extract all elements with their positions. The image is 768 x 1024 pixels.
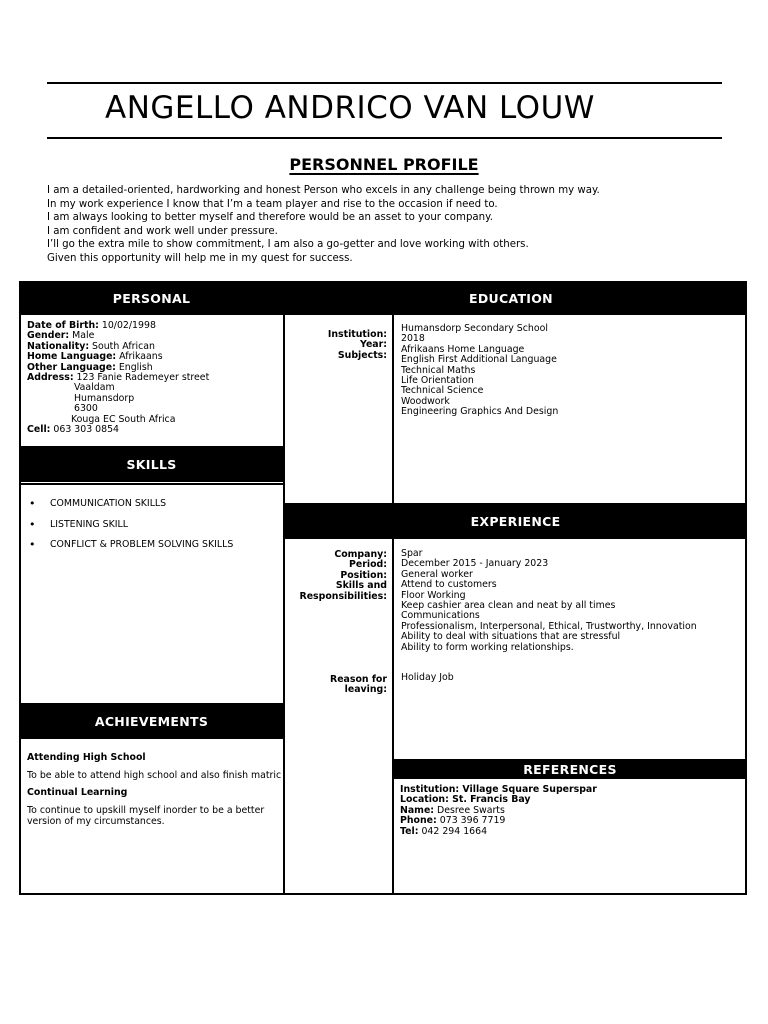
position-label: Position: — [340, 569, 387, 581]
responsibility-item: Communications — [401, 610, 480, 622]
reason-value: Holiday Job — [401, 672, 454, 683]
company-label: Company: — [334, 549, 387, 560]
dob-row: Date of Birth: 10/02/1998 — [27, 320, 156, 331]
subject-item: Woodwork — [401, 395, 450, 407]
achievements-list — [27, 752, 282, 827]
profile-line: I am confident and work well under pressure. — [47, 225, 278, 237]
subjects-label: Subjects: — [337, 349, 387, 361]
achievements-section-header: ACHIEVEMENTS — [19, 703, 284, 739]
period-value: December 2015 - January 2023 — [401, 558, 549, 570]
profile-line: I’ll go the extra mile to show commitment, I am also a go-getter and love working with others. — [47, 239, 529, 251]
experience-values — [401, 549, 743, 653]
responsibility-item: Floor Working — [401, 589, 466, 601]
ref-name-row: Name: Desree Swarts — [400, 804, 505, 816]
skill-item: • COMMUNICATION SKILLS — [27, 498, 282, 519]
gender-row: Gender: Male — [27, 330, 95, 342]
right-column-divider — [392, 281, 394, 895]
personal-section-header: PERSONAL — [19, 281, 284, 315]
responsibility-item: Ability to form working relationships. — [401, 641, 574, 653]
responsibility-item: Professionalism, Interpersonal, Ethical, Trustworthy, Innovation — [401, 620, 697, 632]
responsibilities-label: Responsibilities: — [299, 590, 387, 602]
year-value: 2018 — [401, 333, 425, 345]
achievement-text: To be able to attend high school and also finish matric — [27, 770, 282, 782]
subject-item: Technical Maths — [401, 364, 476, 376]
responsibility-item: Ability to deal with situations that are stressful — [401, 631, 621, 643]
achievement-title: Attending High School — [27, 752, 146, 763]
top-rule — [47, 82, 722, 84]
education-section-header: EDUCATION — [393, 281, 747, 315]
subject-item: Technical Science — [401, 385, 484, 397]
profile-summary — [47, 184, 727, 266]
address-line: Vaaldam — [74, 382, 115, 394]
reason-labels — [290, 675, 387, 696]
skills-divider — [19, 483, 284, 485]
position-value: General worker — [401, 568, 473, 580]
responsibility-item: Keep cashier area clean and neat by all times — [401, 600, 616, 612]
home-language-row: Home Language: Afrikaans — [27, 351, 163, 363]
experience-section-header: EXPERIENCE — [284, 503, 747, 539]
skill-item: • LISTENING SKILL — [27, 519, 282, 540]
leaving-label: leaving: — [344, 684, 387, 696]
left-column-divider — [283, 281, 285, 895]
profile-line: In my work experience I know that I’m a team player and rise to the occasion if need to. — [47, 198, 498, 210]
profile-line: Given this opportunity will help me in my quest for success. — [47, 252, 353, 264]
period-label: Period: — [349, 559, 387, 571]
ref-phone-row: Phone: 073 396 7719 — [400, 815, 506, 827]
other-language-row: Other Language: English — [27, 361, 153, 373]
profile-line: I am a detailed-oriented, hardworking and honest Person who excels in any challenge being thrown my way. — [47, 185, 600, 196]
references-details — [400, 785, 740, 837]
name-underline-rule — [47, 137, 722, 139]
company-value: Spar — [401, 548, 423, 559]
subject-item: Engineering Graphics And Design — [401, 406, 559, 418]
address-line: 6300 — [74, 403, 98, 415]
cell-row: Cell: 063 303 0854 — [27, 424, 120, 436]
subject-item: English First Additional Language — [401, 354, 557, 366]
address-line: Humansdorp — [74, 392, 135, 404]
year-label: Year: — [360, 339, 387, 351]
experience-labels — [290, 550, 387, 602]
responsibility-item: Attend to customers — [401, 579, 497, 591]
achievement-title: Continual Learning — [27, 786, 128, 798]
skills-list — [27, 498, 282, 560]
subject-item: Afrikaans Home Language — [401, 343, 525, 355]
institution-value: Humansdorp Secondary School — [401, 323, 548, 334]
education-labels — [290, 330, 387, 361]
personal-details — [27, 321, 282, 435]
ref-location-row: Location: St. Francis Bay — [400, 794, 531, 806]
profile-heading: PERSONNEL PROFILE — [289, 155, 479, 174]
profile-line: I am always looking to better myself and therefore would be an asset to your company. — [47, 212, 493, 224]
reason-label: Reason for — [329, 674, 387, 685]
achievement-text: To continue to upskill myself inorder to be a better version of my circumstances. — [27, 805, 265, 827]
institution-label: Institution: — [327, 329, 387, 340]
subject-item: Life Orientation — [401, 375, 474, 387]
nationality-row: Nationality: South African — [27, 340, 155, 352]
ref-institution-row: Institution: Village Square Superspar — [400, 784, 597, 795]
address-row: Address: 123 Fanie Rademeyer street — [27, 372, 210, 384]
education-values — [401, 324, 741, 418]
candidate-name: ANGELLO ANDRICO VAN LOUW — [105, 90, 595, 126]
skills-label: Skills and — [335, 580, 387, 592]
address-line: Kouga EC South Africa — [71, 413, 176, 425]
ref-tel-row: Tel: 042 294 1664 — [400, 825, 488, 837]
references-section-header: REFERENCES — [393, 759, 747, 779]
skills-section-header: SKILLS — [19, 446, 284, 482]
band-filler — [284, 281, 394, 315]
skill-item: • CONFLICT & PROBLEM SOLVING SKILLS — [27, 539, 282, 560]
